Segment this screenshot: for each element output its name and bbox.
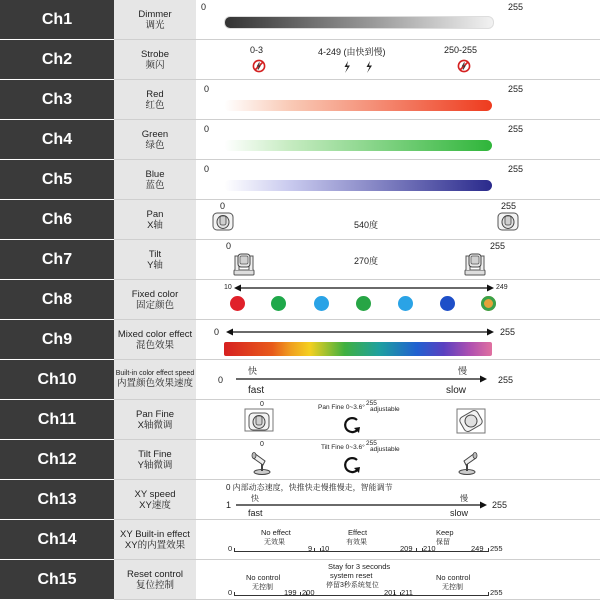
color-dot — [481, 296, 496, 311]
segment-2-en: Stay for 3 seconds — [328, 562, 391, 571]
value-210: 210 — [423, 544, 436, 553]
channel-content — [196, 160, 600, 199]
channel-number: Ch6 — [0, 200, 114, 239]
function-name-zh: 蓝色 — [145, 179, 165, 191]
tilt-fine-start-icon — [251, 449, 273, 475]
channel-row-3 — [0, 80, 600, 120]
function-name-zh: 绿色 — [145, 139, 165, 151]
segment-2-zh: 停留3秒系统复位 — [326, 582, 379, 589]
function-name-en: Mixed color effect — [117, 328, 193, 340]
value-249: 249 — [471, 544, 484, 553]
min-value: 0 — [214, 327, 220, 337]
speed-description: 0 内部动态速度，快推快走慢推慢走，智能调节 — [226, 483, 393, 492]
channel-number: Ch1 — [0, 0, 114, 39]
max-value: 255 — [501, 201, 517, 211]
channel-content — [196, 240, 600, 279]
function-name-en: Strobe — [141, 48, 169, 60]
function-name-zh: 红色 — [145, 99, 165, 111]
channel-content — [196, 0, 600, 39]
function-name-zh: Y轴 — [147, 259, 163, 271]
segment-3-en: No control — [436, 573, 471, 582]
max-value: 255 — [366, 440, 377, 447]
channel-row-12 — [0, 440, 600, 480]
channel-number: Ch11 — [0, 400, 114, 439]
function-name-zh: XY的内置效果 — [124, 539, 186, 551]
function-name-en: Pan — [146, 208, 164, 220]
max-value: 255 — [366, 400, 377, 407]
channel-content — [196, 440, 600, 479]
channel-row-1 — [0, 0, 600, 40]
function-name-zh: 内置颜色效果速度 — [116, 378, 193, 389]
fast-label-zh: 快 — [248, 366, 258, 376]
channel-function — [114, 400, 196, 439]
zero-label: 0 — [260, 441, 264, 448]
channel-number: Ch9 — [0, 320, 114, 359]
min-value: 0 — [201, 2, 207, 12]
max-value: 255 — [508, 164, 524, 174]
channel-row-5 — [0, 160, 600, 200]
channel-function — [114, 280, 196, 319]
channel-content — [196, 400, 600, 439]
function-name-zh: X轴微调 — [137, 419, 173, 431]
reset-tick — [300, 592, 301, 596]
pan-head-start-icon — [212, 211, 234, 233]
fast-label: fast — [248, 385, 265, 396]
channel-number: Ch2 — [0, 40, 114, 79]
effect-tick — [234, 548, 235, 552]
channel-row-11 — [0, 400, 600, 440]
effect-tick — [314, 548, 315, 552]
channel-row-2 — [0, 40, 600, 80]
function-name-en: Pan Fine — [135, 408, 175, 420]
channel-row-9 — [0, 320, 600, 360]
function-name-en: Tilt Fine — [138, 448, 172, 460]
rotate-icon — [342, 415, 362, 435]
fast-label: fast — [248, 508, 263, 518]
channel-function — [114, 240, 196, 279]
pan-fine-frame-icon — [244, 408, 274, 432]
range-label-3: 250-255 — [444, 45, 478, 55]
channel-function — [114, 0, 196, 39]
tilt-head-start-icon — [229, 250, 259, 276]
function-name-zh: Y轴微调 — [137, 459, 173, 471]
function-name-zh: XY速度 — [139, 499, 171, 511]
function-name-en: Fixed color — [131, 288, 179, 300]
reset-tick — [234, 592, 235, 596]
channel-number: Ch14 — [0, 520, 114, 559]
channel-content — [196, 560, 600, 599]
min-value: 0 — [204, 164, 210, 174]
channel-number: Ch10 — [0, 360, 114, 399]
function-name-en: Reset control — [127, 568, 183, 580]
no-strobe-icon — [252, 59, 266, 73]
channel-function — [114, 360, 196, 399]
channel-content — [196, 360, 600, 399]
value-255: 255 — [490, 544, 503, 553]
color-dot — [398, 296, 413, 311]
function-name-zh: 固定颜色 — [135, 299, 174, 311]
adjustable-label: adjustable — [370, 406, 400, 413]
function-name-en: XY speed — [134, 488, 176, 500]
segment-3-zh: 保留 — [436, 539, 450, 546]
function-name-zh: 频闪 — [145, 59, 165, 71]
range-arrow — [226, 327, 495, 337]
min-value: 0 — [226, 241, 232, 251]
max-value: 255 — [492, 500, 508, 510]
color-dot — [356, 296, 371, 311]
green-gradient-bar — [224, 140, 492, 151]
red-gradient-bar — [224, 100, 492, 111]
channel-function — [114, 440, 196, 479]
effect-tick — [488, 548, 489, 552]
min-value: 0 — [204, 84, 210, 94]
max-value: 255 — [508, 84, 524, 94]
max-value: 255 — [500, 327, 516, 337]
max-value: 255 — [490, 241, 506, 251]
color-dot — [230, 296, 245, 311]
value-9: 9 — [308, 544, 313, 553]
channel-row-10 — [0, 360, 600, 400]
fine-note: Tilt Fine 0~3.6° — [321, 444, 365, 451]
adjustable-label: adjustable — [370, 446, 400, 453]
segment-1-en: No control — [246, 573, 281, 582]
channel-function — [114, 80, 196, 119]
segment-2-en: Effect — [348, 528, 368, 537]
slow-label: slow — [450, 508, 469, 518]
function-name-zh: 混色效果 — [135, 339, 174, 351]
value-211: 211 — [401, 588, 413, 597]
channel-number: Ch7 — [0, 240, 114, 279]
mixed-color-bar — [224, 342, 492, 356]
channel-function — [114, 40, 196, 79]
segment-3-en: Keep — [436, 528, 454, 537]
function-name-en: Red — [146, 88, 164, 100]
channel-function — [114, 160, 196, 199]
segment-3-zh: 无控制 — [442, 584, 463, 591]
range-label-2: 4-249 (由快到慢) — [318, 47, 386, 57]
function-name-en: Built-in color effect speed — [115, 370, 195, 377]
min-value: 0 — [220, 201, 226, 211]
channel-content — [196, 520, 600, 559]
function-name-en: Tilt — [148, 248, 162, 260]
channel-function — [114, 320, 196, 359]
function-name-en: Green — [141, 128, 169, 140]
channel-number: Ch8 — [0, 280, 114, 319]
channel-row-8 — [0, 280, 600, 320]
fast-label-zh: 快 — [251, 494, 259, 503]
function-name-en: Blue — [145, 168, 165, 180]
channel-content — [196, 480, 600, 519]
effect-scale-line — [234, 551, 488, 552]
channel-row-13 — [0, 480, 600, 520]
reset-tick — [488, 592, 489, 596]
color-dot — [271, 296, 286, 311]
slow-label: slow — [446, 385, 467, 396]
channel-content — [196, 80, 600, 119]
channel-number: Ch15 — [0, 560, 114, 599]
value-255: 255 — [490, 588, 503, 597]
channel-row-4 — [0, 120, 600, 160]
channel-function — [114, 120, 196, 159]
zero-label: 0 — [260, 401, 264, 408]
function-name-zh: X轴 — [147, 219, 163, 231]
channel-content — [196, 200, 600, 239]
range-arrow — [234, 283, 495, 293]
value-0: 0 — [228, 544, 233, 553]
reset-scale-line — [234, 595, 488, 596]
no-strobe-icon — [457, 59, 471, 73]
channel-number: Ch3 — [0, 80, 114, 119]
min-value: 0 — [218, 375, 224, 385]
strobe-bolt-icon — [365, 61, 373, 73]
tilt-range-label: 270度 — [354, 256, 379, 266]
pan-head-end-icon — [497, 211, 519, 233]
value-10: 10 — [321, 544, 330, 553]
value-200: 200 — [302, 588, 315, 597]
max-value: 255 — [498, 375, 514, 385]
segment-1-en: No effect — [261, 528, 291, 537]
pan-range-label: 540度 — [354, 220, 379, 230]
slow-label-zh: 慢 — [458, 366, 468, 376]
function-name-en: XY Built-in effect — [120, 528, 190, 540]
effect-tick — [416, 548, 417, 552]
value-209: 209 — [400, 544, 413, 553]
color-dot — [440, 296, 455, 311]
strobe-bolt-icon — [343, 61, 351, 73]
channel-function — [114, 200, 196, 239]
function-name-zh: 复位控制 — [135, 579, 174, 591]
range-label-1: 0-3 — [250, 45, 264, 55]
channel-function — [114, 480, 196, 519]
channel-number: Ch4 — [0, 120, 114, 159]
channel-row-14 — [0, 520, 600, 560]
function-name-zh: 调光 — [145, 19, 165, 31]
segment-2-en2: system reset — [330, 571, 373, 580]
dimmer-gradient-bar — [224, 16, 494, 29]
segment-1-zh: 无控制 — [252, 584, 273, 591]
channel-row-15 — [0, 560, 600, 600]
channel-number: Ch5 — [0, 160, 114, 199]
blue-gradient-bar — [224, 180, 492, 191]
max-value: 255 — [508, 124, 524, 134]
value-201: 201 — [384, 588, 397, 597]
function-name-en: Dimmer — [138, 8, 172, 20]
channel-row-7 — [0, 240, 600, 280]
channel-function — [114, 560, 196, 599]
min-value: 0 — [204, 124, 210, 134]
channel-content — [196, 120, 600, 159]
channel-row-6 — [0, 200, 600, 240]
pan-fine-end-icon — [456, 408, 486, 434]
channel-content — [196, 320, 600, 359]
fine-note: Pan Fine 0~3.6° — [318, 404, 365, 411]
segment-1-zh: 无效果 — [264, 539, 285, 546]
segment-2-zh: 有效果 — [346, 539, 367, 546]
speed-arrow — [236, 374, 488, 384]
channel-number: Ch12 — [0, 440, 114, 479]
tilt-fine-end-icon — [456, 449, 478, 475]
min-value: 10 — [224, 284, 232, 291]
channel-content — [196, 280, 600, 319]
max-value: 249 — [496, 284, 508, 291]
value-199: 199 — [284, 588, 297, 597]
min-value: 1 — [226, 500, 232, 510]
channel-number: Ch13 — [0, 480, 114, 519]
channel-function — [114, 520, 196, 559]
channel-content — [196, 40, 600, 79]
value-0: 0 — [228, 588, 233, 597]
max-value: 255 — [508, 2, 524, 12]
slow-label-zh: 慢 — [460, 494, 468, 503]
color-dot — [314, 296, 329, 311]
tilt-head-end-icon — [460, 250, 490, 276]
rotate-icon — [342, 455, 362, 475]
